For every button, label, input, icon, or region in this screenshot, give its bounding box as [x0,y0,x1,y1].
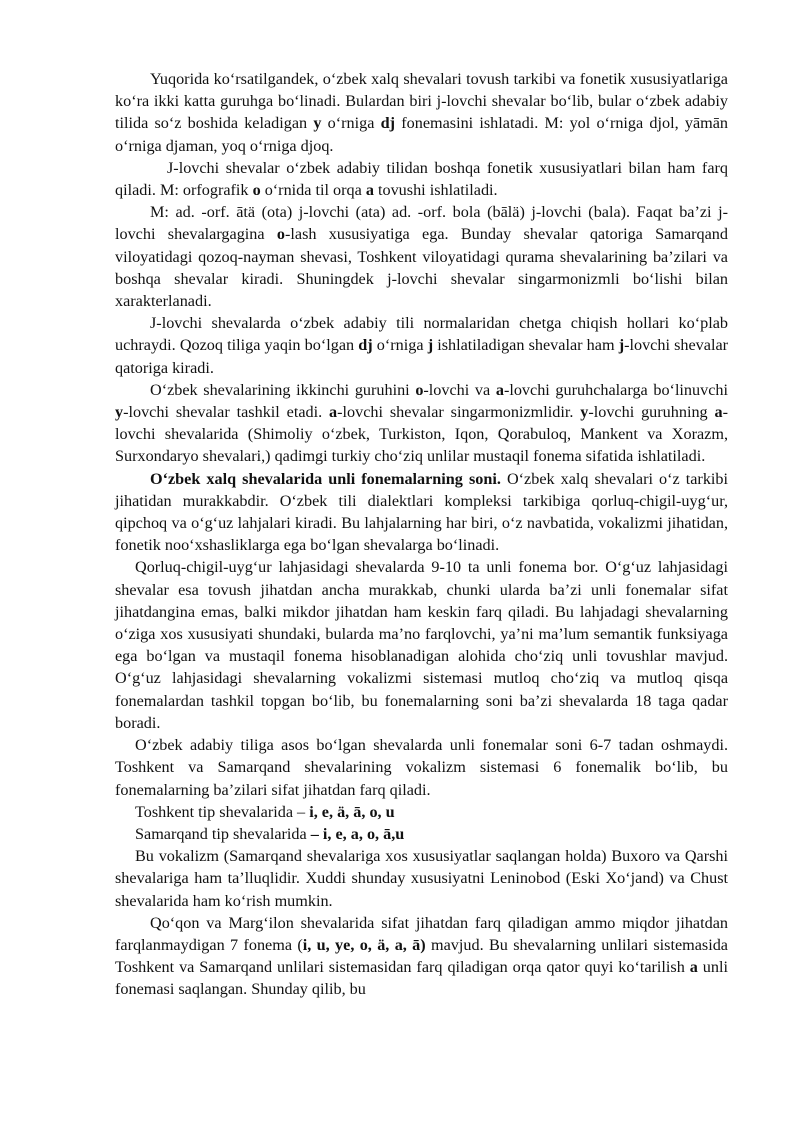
paragraph-5: O‘zbek shevalarining ikkinchi guruhini o-lovchi va a-lovchi guruhchalarga bo‘linuvchi y-lovchi shevalar tashkil etadi. a-lovchi shevalar singarmonizmlidir. y-lovchi guruhning a-lovchi shevalarida (Shimoliy o‘zbek, Turkiston, Iqon, Qorabuloq, Mankent va Xorazm, Surxondaryo shevalari,) qadimgi turkiy cho‘ziq unlilar mustaqil fonema sifatida ishlatiladi. [115,380,728,466]
paragraph-8: O‘zbek adabiy tiliga asos bo‘lgan shevalarda unli fonemalar soni 6-7 tadan oshmaydi. Toshkent va Samarqand shevalarining vokalizm sistemasi 6 fonemalik bo‘lib, bu fonemalarning ba’zilari sifat jihatdan farq qiladi. [115,736,728,799]
paragraph-12: Qo‘qon va Marg‘ilon shevalarida sifat jihatdan farq qiladigan ammo miqdor jihatdan farqlanmaydigan 7 fonema (i, u, ye, o, ä, a, ā) mavjud. Bu shevalarning unlilari sistemasida Toshkent va Samarqand unlilari sistemasidan farq qiladigan orqa qator quyi ko‘tarilish a unli fonemasi saqlangan. Shunday qilib, bu [115,913,728,999]
paragraph-7: Qorluq-chigil-uyg‘ur lahjasidagi shevalarda 9-10 ta unli fonema bor. O‘g‘uz lahjasidagi shevalar esa tovush jihatdan ancha murakkab, chunki ularda ba’zi unli fonemalar sifat jihatdangina emas, balki mikdor jihatdan ham keskin farq qiladi. Bu lahjadagi shevalarning o‘ziga xos xususiyati shundaki, bularda ma’no farqlovchi, ya’ni ma’lum semantik funksiyaga ega bo‘lgan va mustaqil fonema hisoblanadigan alohida cho‘ziq unli tovushlar mavjud. O‘g‘uz lahjasidagi shevalarning vokalizmi sistemasi mutloq cho‘ziq va mutloq qisqa fonemalardan tashkil topgan bo‘lib, bu fonemalarning soni ba’zi shevalarda 18 taga qadar boradi. [115,558,728,732]
paragraph-11: Bu vokalizm (Samarqand shevalariga xos xususiyatlar saqlangan holda) Buxoro va Qarshi shevalariga ham ta’lluqlidir. Xuddi shunday xususiyatni Leninobod (Eski Xo‘jand) va Chust shevalarida ham ko‘rish mumkin. [115,847,728,910]
vowel-list-toshkent: Toshkent tip shevalarida – i, e, ä, ā, o, u [135,802,395,821]
paragraph-6: O‘zbek xalq shevalarida unli fonemalarning soni. O‘zbek xalq shevalari o‘z tarkibi jihatidan murakkabdir. O‘zbek tili dialektlari kompleksi tarkibiga qorluq-chigil-uyg‘ur, qipchoq va o‘g‘uz lahjalari kiradi. Bu lahjalarning har biri, o‘z navbatida, vokalizmi jihatidan, fonetik noo‘xshasliklarga ega bo‘lgan shevalarga bo‘linadi. [115,469,729,555]
paragraph-4: J-lovchi shevalarda o‘zbek adabiy tili normalaridan chetga chiqish hollari ko‘plab uchraydi. Qozoq tiliga yaqin bo‘lgan dj o‘rniga j ishlatiladigan shevalar ham j-lovchi shevalar qatoriga kiradi. [115,314,729,377]
paragraph-3: M: ad. -orf. ātä (ota) j-lovchi (ata) ad. -orf. bola (bālä) j-lovchi (bala). Faqat ba’zi j-lovchi shevalargagina o-lash xususiyatiga ega. Bunday shevalar qatoriga Samarqand viloyatidagi qozoq-nayman shevasi, Toshkent viloyatidagi qurama shevalarining ba’zilari va boshqa shevalar kiradi. Shuningdek j-lovchi shevalar singarmonizmli bo‘lishi bilan xarakterlanadi. [115,203,728,311]
paragraph-1: Yuqorida ko‘rsatilgandek, o‘zbek xalq shevalari tovush tarkibi va fonetik xususiyatlariga ko‘ra ikki katta guruhga bo‘linadi. Bulardan biri j-lovchi shevalar bo‘lib, bular o‘zbek adabiy tilida so‘z boshida keladigan y o‘rniga dj fonemasini ishlatadi. M: yol o‘rniga djol, yāmān o‘rniga djaman, yoq o‘rniga djoq. [115,70,728,155]
vowel-list-samarqand: Samarqand tip shevalarida – i, e, a, o, ā,u [135,824,405,843]
paragraph-2: J-lovchi shevalar o‘zbek adabiy tilidan boshqa fonetik xususiyatlari bilan ham farq qiladi. M: orfografik o o‘rnida til orqa a tovushi ishlatiladi. [115,158,728,200]
section-heading: O‘zbek xalq shevalarida unli fonemalarning soni. [150,469,501,488]
